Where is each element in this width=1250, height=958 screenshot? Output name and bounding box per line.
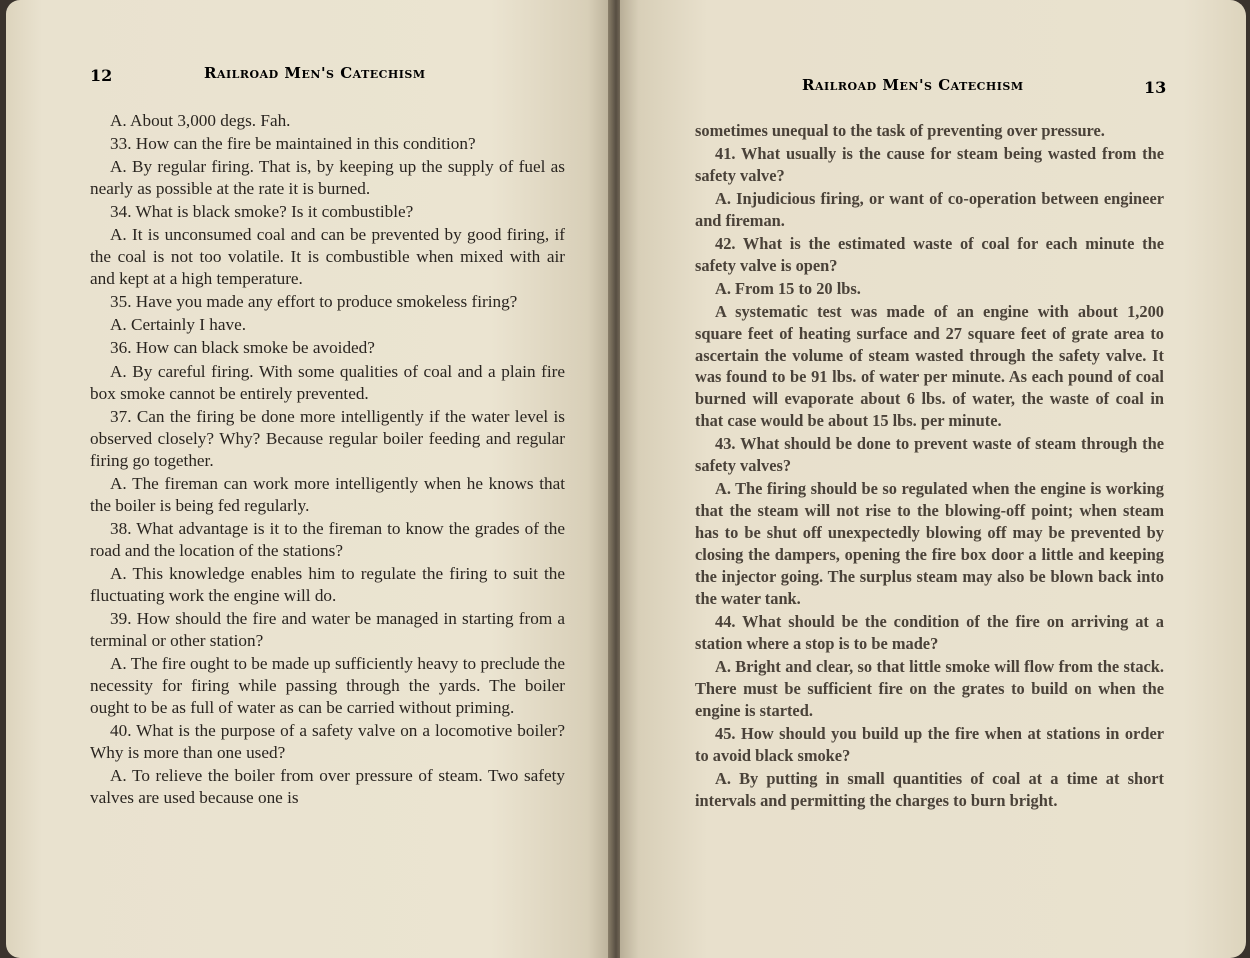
paragraph: 40. What is the purpose of a safety valve on a locomotive boiler? Why is more than one used? [90,721,565,763]
paragraph: A. By regular firing. That is, by keeping up the supply of fuel as nearly as possible at the rate it is burned. [90,157,565,199]
running-head: Railroad Men's Catechism [802,76,1024,94]
right-page [620,0,1246,958]
paragraph: 45. How should you build up the fire when at stations in order to avoid black smoke? [695,723,1164,765]
paragraph: A. About 3,000 degs. Fah. [110,111,291,130]
paragraph: A. Certainly I have. [110,315,247,335]
paragraph: 33. How can the fire be maintained in this condition? [110,134,476,154]
paragraph: 42. What is the estimated waste of coal for each minute the safety valve is open? [695,233,1164,275]
paragraph: A. This knowledge enables him to regulate the firing to suit the fluctuating work the engine will do. [90,563,565,605]
paragraph: A. It is unconsumed coal and can be prevented by good firing, if the coal is not too volatile. It is combustible when mixed with air and kept at a high temperature. [90,225,565,289]
paragraph: A. By putting in small quantities of coal at a time at short intervals and permitting the charges to burn bright. [695,768,1164,810]
paragraph: 39. How should the fire and water be managed in starting from a terminal or other station? [90,609,565,651]
page-number: 13 [1144,78,1167,97]
paragraph: A. The fire ought to be made up sufficiently heavy to preclude the necessity for firing while passing through the yards. The boiler ought to be as full of water as can be carried without priming. [90,654,565,718]
paragraph: A. Bright and clear, so that little smoke will flow from the stack. There must be sufficient fire on the grates to build on when the engine is started. [695,656,1164,720]
paragraph: 37. Can the firing be done more intelligently if the water level is observed closely? Why? Because regular boiler feeding and regular firing go together. [90,406,565,470]
paragraph: A. The firing should be so regulated when the engine is working that the steam will not rise to the blowing-off point; when steam has to be shut off unexpectedly blowing off may be prevented by closing the dampers, opening the fire box door a little and keeping the injector going. The surplus steam may also be blown back into the water tank. [695,479,1164,609]
paragraph: 36. How can black smoke be avoided? [110,338,375,358]
paragraph: A systematic test was made of an engine with about 1,200 square feet of heating surface and 27 square feet of grate area to ascertain the volume of steam wasted through the safety valve. It was found to be 91 lbs. of water per minute. As each pound of coal burned will evaporate about 6 lbs. of water, the waste of coal in that case would be about 15 lbs. per minute. [695,301,1164,431]
paragraph: 43. What should be done to prevent waste of steam through the safety valves? [695,434,1164,476]
paragraph: A. By careful firing. With some qualities of coal and a plain fire box smoke cannot be entirely prevented. [90,361,565,403]
paragraph: A. Injudicious firing, or want of co-operation between engineer and fireman. [695,188,1164,230]
paragraph: 41. What usually is the cause for steam being wasted from the safety valve? [695,143,1164,185]
paragraph: sometimes unequal to the task of preventing over pressure. [695,121,1105,140]
paragraph: 34. What is black smoke? Is it combustible? [110,202,414,222]
page-body [90,110,565,810]
paragraph: 38. What advantage is it to the fireman to know the grades of the road and the location of the stations? [90,518,565,560]
running-head: Railroad Men's Catechism [204,64,426,82]
paragraph: 44. What should be the condition of the fire on arriving at a station where a stop is to be made? [695,611,1164,653]
page-number: 12 [90,66,113,85]
paragraph: A. To relieve the boiler from over pressure of steam. Two safety valves are used because one is [90,766,565,808]
paragraph: 35. Have you made any effort to produce smokeless firing? [110,292,518,312]
paragraph: A. From 15 to 20 lbs. [715,278,861,298]
left-page [6,0,612,958]
paragraph: A. The fireman can work more intelligently when he knows that the boiler is being fed regularly. [90,473,565,515]
page-body [695,120,1164,813]
